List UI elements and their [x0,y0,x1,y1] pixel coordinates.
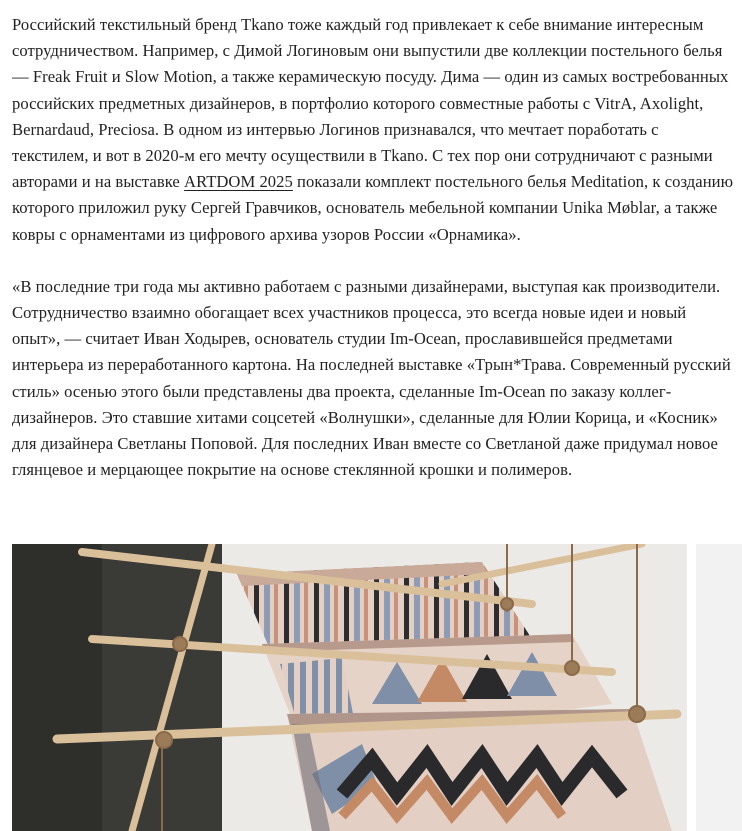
paragraph-tkano-text-end: показали комплект постельного белья Meditation, к созданию которого приложил руку Сергей Гравчиков, основатель мебельной компании Unika Møblar, а также ковры с орнаментами из цифрового архива узоров России «Орнамика». [12,172,734,244]
article-body [12,12,736,483]
paragraph-tkano [12,12,736,248]
article-photo-rugs [12,544,687,831]
next-photo-edge [696,544,742,831]
paragraph-im-ocean-quote: «В последние три года мы активно работаем с разными дизайнерами, выступая как производители. Сотрудничество взаимно обогащает всех участников процесса, это всегда новые идеи и новый опыт», — считает Иван Ходырев, основатель студии Im-Ocean, прославившейся предметами интерьера из переработанного картона. На последней выставке «Трын*Трава. Современный русский стиль» осенью этого были представлены два проекта, сделанные Im-Ocean по заказу коллег-дизайнеров. Это ставшие хитами соцсетей «Волнушки», сделанные для Юлии Корица, и «Косник» для дизайнера Светланы Поповой. Для последних Иван вместе со Светланой даже придумал новое глянцевое и мерцающее покрытие на основе стеклянной крошки и полимеров. [12,276,731,480]
artdom-2025-link[interactable]: ARTDOM 2025 [184,172,293,192]
rugs-on-poles-image [12,544,687,831]
paragraph-tkano-text-start: Российский текстильный бренд Tkano тоже каждый год привлекает к себе внимание интересным сотрудничеством. Например, с Димой Логиновым они выпустили две коллекции постельного белья — Freak Fruit и Slow Motion, а также керамическую посуду. Дима — один из самых востребованных российских предметных дизайнеров, в портфолио которого совместные работы с VitrA, Axolight, Bernardaud, Preciosa. В одном из интервью Логинов признавался, что мечтает поработать с текстилем, и вот в 2020-м его мечту осуществили в Tkano. С тех пор они сотрудничают с разными авторами и на выставке [12,15,729,192]
